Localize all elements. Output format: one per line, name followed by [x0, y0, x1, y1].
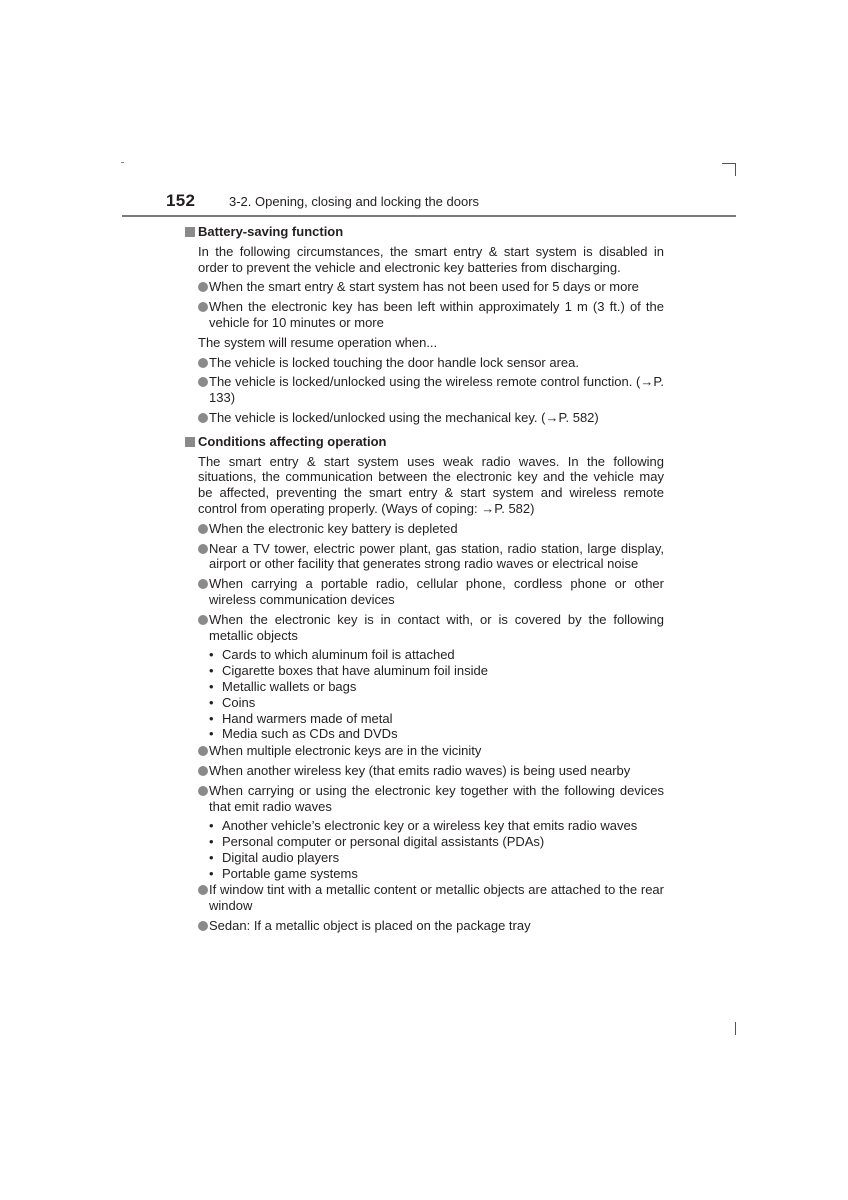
sub-list-item: • Personal computer or personal digital assistants (PDAs) [209, 834, 545, 850]
circle-bullet-icon [198, 766, 208, 776]
circle-bullet-icon [198, 377, 208, 387]
sub-list-item: • Digital audio players [209, 849, 340, 865]
square-bullet-icon [185, 437, 195, 447]
sub-list [184, 647, 664, 742]
crop-mark [121, 162, 124, 163]
list-item: The vehicle is locked/unlocked using the wireless remote control function. (→P. 133) [184, 374, 664, 406]
sub-list-item: • Media such as CDs and DVDs [209, 726, 398, 742]
crop-mark [722, 163, 736, 164]
sub-list-item: • Another vehicle’s electronic key or a wireless key that emits radio waves [209, 818, 638, 834]
section-title: 3-2. Opening, closing and locking the doors [229, 194, 480, 209]
paragraph: The system will resume operation when... [198, 334, 438, 350]
header-divider [122, 215, 736, 217]
circle-bullet-icon [198, 615, 208, 625]
circle-bullet-icon [198, 885, 208, 895]
list-item: When multiple electronic keys are in the vicinity [184, 743, 664, 759]
square-bullet-icon [185, 227, 195, 237]
page-number: 152 [166, 191, 196, 210]
circle-bullet-icon [198, 302, 208, 312]
sub-list-item: • Metallic wallets or bags [209, 678, 357, 694]
list-item: When the electronic key is in contact with, or is covered by the following metallic objects [184, 612, 664, 644]
list-item: Sedan: If a metallic object is placed on the package tray [184, 918, 664, 934]
list-item: When another wireless key (that emits radio waves) is being used nearby [184, 763, 664, 779]
sub-list-item: • Hand warmers made of metal [209, 710, 393, 726]
paragraph: The smart entry & start system uses weak radio waves. In the following situations, the communication between the electronic key and the vehicle may be affected, preventing the smart entry & start system and wireless remote control from operating properly. (Ways of coping: →P. 582) [198, 453, 664, 516]
page-header [122, 190, 736, 216]
paragraph: In the following circumstances, the smart entry & start system is disabled in order to prevent the vehicle and electronic key batteries from discharging. [198, 243, 664, 275]
list-item: When the electronic key battery is depleted [184, 521, 664, 537]
circle-bullet-icon [198, 921, 208, 931]
crop-mark [735, 1022, 736, 1035]
list-item: If window tint with a metallic content or metallic objects are attached to the rear window [184, 882, 664, 914]
sub-list [184, 818, 664, 881]
circle-bullet-icon [198, 746, 208, 756]
list-item: The vehicle is locked/unlocked using the mechanical key. (→P. 582) [184, 410, 664, 426]
sub-list-item: • Coins [209, 694, 256, 710]
circle-bullet-icon [198, 786, 208, 796]
list-item: When the smart entry & start system has not been used for 5 days or more [184, 279, 664, 295]
list-item: When the electronic key has been left within approximately 1 m (3 ft.) of the vehicle for 10 minutes or more [184, 299, 664, 331]
list-item: Near a TV tower, electric power plant, gas station, radio station, large display, airport or other facility that generates strong radio waves or electrical noise [184, 541, 664, 573]
list-item: The vehicle is locked touching the door handle lock sensor area. [184, 355, 664, 371]
section-heading: Conditions affecting operation [184, 434, 664, 450]
circle-bullet-icon [198, 413, 208, 423]
sub-list-item: • Cards to which aluminum foil is attached [209, 647, 455, 663]
sub-list-item: • Portable game systems [209, 865, 358, 881]
section-heading: Battery-saving function [184, 224, 664, 240]
circle-bullet-icon [198, 524, 208, 534]
circle-bullet-icon [198, 358, 208, 368]
sub-list-item: • Cigarette boxes that have aluminum foil inside [209, 663, 488, 679]
circle-bullet-icon [198, 282, 208, 292]
list-item: When carrying or using the electronic key together with the following devices that emit radio waves [184, 783, 664, 815]
circle-bullet-icon [198, 544, 208, 554]
list-item: When carrying a portable radio, cellular phone, cordless phone or other wireless communication devices [184, 576, 664, 608]
page-body [184, 224, 664, 934]
circle-bullet-icon [198, 579, 208, 589]
crop-mark [735, 163, 736, 176]
